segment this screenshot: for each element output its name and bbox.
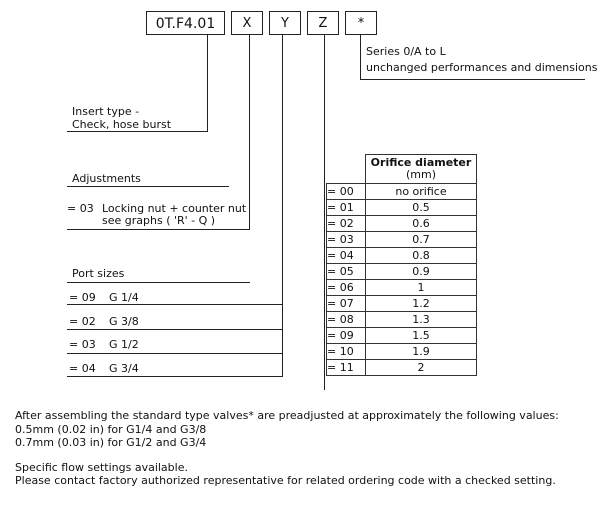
code-star: *	[345, 11, 377, 35]
ordering-code	[146, 11, 383, 35]
table-row	[327, 296, 477, 312]
code-x: X	[231, 11, 263, 35]
table-row	[327, 248, 477, 264]
port-size-code: = 04	[69, 362, 96, 375]
table-row	[327, 216, 477, 232]
port-sizes-title: Port sizes	[72, 267, 125, 280]
orifice-code: = 07	[327, 296, 366, 312]
footer-notes	[15, 409, 559, 488]
orifice-value: 0.6	[366, 216, 477, 232]
orifice-code: = 06	[327, 280, 366, 296]
port-size-value: G 1/4	[109, 291, 139, 304]
code-y: Y	[269, 11, 301, 35]
orifice-header	[366, 155, 477, 184]
orifice-value: 1.2	[366, 296, 477, 312]
port-size-value: G 3/8	[109, 315, 139, 328]
table-row	[327, 344, 477, 360]
orifice-value: 0.5	[366, 200, 477, 216]
adjustments-title: Adjustments	[72, 172, 141, 185]
orifice-code: = 03	[327, 232, 366, 248]
orifice-value: 0.9	[366, 264, 477, 280]
table-row	[327, 328, 477, 344]
port-size-value: G 3/4	[109, 362, 139, 375]
table-row	[327, 312, 477, 328]
footer-spacer	[15, 450, 559, 461]
orifice-code: = 00	[327, 184, 366, 200]
footer-line-1: After assembling the standard type valves* are preadjusted at approximately the following values:	[15, 409, 559, 422]
orifice-value: 1.3	[366, 312, 477, 328]
orifice-code: = 05	[327, 264, 366, 280]
orifice-code: = 02	[327, 216, 366, 232]
port-size-value: G 1/2	[109, 338, 139, 351]
table-row	[327, 264, 477, 280]
footer-line-5: Please contact factory authorized representative for related ordering code with a checked setting.	[15, 474, 556, 487]
orifice-code: = 11	[327, 360, 366, 376]
orifice-value: 0.8	[366, 248, 477, 264]
footer-line-2: 0.5mm (0.02 in) for G1/4 and G3/8	[15, 422, 207, 436]
port-size-code: = 09	[69, 291, 96, 304]
adjustments-line-2: see graphs ( 'R' - Q )	[102, 214, 216, 227]
table-row	[327, 360, 477, 376]
table-row	[327, 184, 477, 200]
footer-line-3: 0.7mm (0.03 in) for G1/2 and G3/4	[15, 436, 207, 449]
orifice-header-spacer	[327, 155, 366, 184]
orifice-value: 1	[366, 280, 477, 296]
orifice-value: 1.9	[366, 344, 477, 360]
table-row	[327, 280, 477, 296]
table-row	[327, 200, 477, 216]
orifice-code: = 09	[327, 328, 366, 344]
orifice-code: = 04	[327, 248, 366, 264]
table-row	[327, 232, 477, 248]
port-size-code: = 03	[69, 338, 96, 351]
insert-type-line-1: Insert type -	[72, 105, 140, 118]
orifice-code: = 08	[327, 312, 366, 328]
orifice-value: 1.5	[366, 328, 477, 344]
orifice-header-row	[327, 155, 477, 184]
footer-line-4: Specific flow settings available.	[15, 460, 188, 474]
orifice-header-line-2: (mm)	[405, 168, 436, 181]
series-line-2: unchanged performances and dimensions	[366, 61, 598, 74]
port-size-code: = 02	[69, 315, 96, 328]
adjustments-code: = 03	[67, 202, 94, 215]
orifice-code: = 01	[327, 200, 366, 216]
orifice-value: 2	[366, 360, 477, 376]
orifice-table	[326, 154, 477, 376]
orifice-code: = 10	[327, 344, 366, 360]
adjustments-line-1: Locking nut + counter nut	[102, 202, 247, 215]
series-line-1: Series 0/A to L	[366, 45, 446, 58]
orifice-header-line-1: Orifice diameter	[370, 156, 472, 169]
code-base: 0T.F4.01	[146, 11, 225, 35]
insert-type-line-2: Check, hose burst	[72, 118, 172, 131]
code-z: Z	[307, 11, 339, 35]
orifice-value: no orifice	[366, 184, 477, 200]
orifice-value: 0.7	[366, 232, 477, 248]
